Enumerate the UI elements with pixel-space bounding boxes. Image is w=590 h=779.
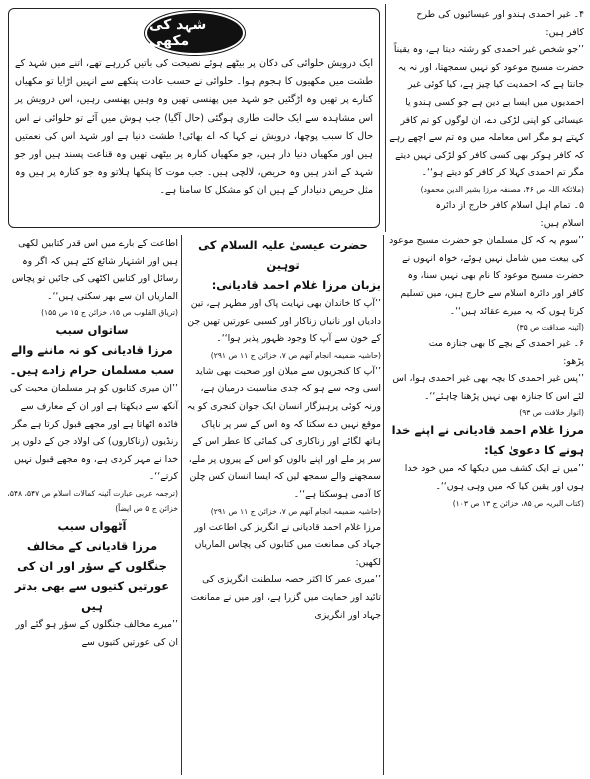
right-col-paragraph: ۴۔ غیر احمدی ہندو اور عیسائیوں کی طرح: [416, 9, 584, 20]
left-col-heading: آٹھواں سبب: [57, 518, 127, 533]
mid-col-reference: (حاشیہ ضمیمہ انجام آتھم ص ۷، خزائن ج ۱۱ ص ۲۹۱): [210, 506, 381, 516]
mid-col-paragraph: مرزا غلام احمد قادیانی نے انگریز کی اطاعت اور جہاد کی ممانعت میں کتابوں کی پچاس الماریاں لکھیں:: [194, 521, 381, 568]
right-col-paragraph: پڑھو:: [563, 355, 584, 367]
story-title-seal: شہد کی مکھی: [147, 13, 243, 53]
middle-column: [185, 235, 381, 624]
left-col-heading: مرزا قادیانی کے مخالف جنگلوں کے سؤر اور ان کی عورتیں کتیوں سے بھی بدتر ہیں: [14, 538, 170, 613]
left-col-reference: (ترجمہ عربی عبارت آئینہ کمالات اسلام ص ۵۴۷، ۵۴۸، خزائن ج ۵ ص ایضاً): [7, 488, 178, 513]
right-col-paragraph: ۵۔ تمام اہل اسلام کافر خارج از دائرہ: [435, 199, 584, 211]
story-body: ایک درویش حلوائی کی دکان پر بیٹھے ہوئے نصیحت کی باتیں کررہے تھے، اتنے میں شہد کے طشت میں مکھیوں کا ہجوم ہوا۔ حلوائی نے حسب عادت پنکھے سے انہیں اڑایا تو مکھیاں کنارے پر تھیں وہ اڑگئیں جو شہد میں پھنسی تھیں وہ وہیں پھنسی رہیں، اس درویش پر اس مشاہدہ سے ایک حالت طاری ہوگئی (حال آگیا) جب ہوش میں آئے تو حلوائی نے اس حال کا سبب پوچھا، درویش نے کہا کہ اے بھائی! طشت دنیا ہے اور شہد اس کی نعمتیں ہیں اور مکھیاں دنیا دار ہیں، جو مکھیاں کنارہ پر بیٹھی تھیں وہ قناعت پسند ہیں اور جو شہد کے اندر ہیں وہ حریص، لالچی ہیں۔ جب موت کا پنکھا ہلاتو وہ جو کنارہ پر ہیں وہ مثل حریص دنیادار کے ہیں ان کو مشکل کا سامنا ہے۔: [15, 58, 373, 197]
mid-col-paragraph: ’’میری عمر کا اکثر حصہ سلطنت انگریزی کی تائید اور حمایت میں گزرا ہے، اور میں نے ممانعت جہاد اور انگریزی: [190, 574, 381, 621]
mid-col-heading: بزبان مرزا غلام احمد قادیانی:: [211, 278, 381, 292]
right-col-paragraph: ’’جو شخص غیر احمدی کو رشتہ دیتا ہے، وہ یقیناً حضرت مسیح موعود کو نہیں سمجھتا، اور نہ یہ جانتا ہے کہ احمدیت کیا چیز ہے، کیا کوئی غیر احمدیوں میں ایسا بے دین ہے جو کسی ہندو یا عیسائی کو اپنی لڑکی دے، ان لوگوں کو تم کافر کہتے ہو مگر اس معاملہ میں وہ تم سے اچھے رہے کہ کافر ہوکر بھی کسی کافر کو لڑکی نہیں دیتے مگر تم احمدی کہلا کر کافر کو دیتے ہو‘‘۔: [389, 44, 584, 179]
left-col-paragraph: ’’ان میری کتابوں کو ہر مسلمان محبت کی آنکھ سے دیکھتا ہے اور ان کے معارف سے فائدہ اٹھاتا ہے اور مجھے قبول کرتا ہے مگر رنڈیوں (زناکاروں) کی اولاد جن کے دلوں پر خدا نے مہر کردی ہے، وہ مجھے قبول نہیں کرتے‘‘۔: [9, 383, 178, 483]
right-col-reference: (کتاب البریہ ص ۸۵، خزائن ج ۱۳ ص ۱۰۳): [452, 498, 584, 508]
right-col-paragraph: کافر ہیں:: [545, 26, 584, 38]
mid-col-paragraph: ’’آپ کا خاندان بھی نہایت پاک اور مطہر ہے، تین دادیاں اور نانیاں زناکار اور کسبی عورتیں تھیں جن کے خون سے آپ کا وجود ظہور پذیر ہوا‘‘۔: [187, 298, 381, 345]
right-col-reference: (انوار خلافت ص ۹۳): [519, 408, 584, 418]
top-column-divider: [385, 4, 386, 232]
right-col-reference: (آئینہ صداقت ص ۳۵): [516, 323, 584, 333]
mid-col-reference: (حاشیہ ضمیمہ انجام آتھم ص ۷، خزائن ج ۱۱ ص ۲۹۱): [210, 350, 381, 360]
left-column: [6, 235, 178, 651]
right-column: [388, 6, 584, 511]
left-col-heading: ساتواں سبب: [55, 323, 129, 338]
mid-col-heading: حضرت عیسیٰ علیہ السلام کی توہین: [198, 238, 368, 272]
left-col-heading: مرزا قادیانی کو نہ ماننے والے سب مسلمان حرام زادے ہیں۔: [9, 343, 175, 378]
right-col-paragraph: ’’سوم یہ کہ کل مسلمان جو حضرت مسیح موعود کی بیعت میں شامل نہیں ہوئے، خواہ انہوں نے حضرت مسیح موعود کا نام بھی نہیں سنا، وہ کافر اور دائرہ اسلام سے خارج ہیں، میں تسلیم کرتا ہوں کہ یہ میرے عقائد ہیں‘‘۔: [389, 235, 584, 317]
right-col-paragraph: ۶۔ غیر احمدی کے بچے کا بھی جنازہ مت: [428, 338, 584, 350]
right-col-paragraph: ’’میں نے ایک کشف میں دیکھا کہ میں خود خدا ہوں اور یقین کیا کہ میں وہی ہوں‘‘۔: [404, 463, 584, 493]
column-divider-right: [383, 235, 384, 775]
column-divider-left: [181, 235, 182, 775]
mid-col-paragraph: ’’آپ کا کنجریوں سے میلان اور صحبت بھی شاید اسی وجہ سے ہو کہ جدی مناسبت درمیان ہے، ورنہ کوئی پرہیزگار انسان ایک جوان کنجری کو یہ موقع نہیں دے سکتا کہ وہ اس کے سر پر ناپاک ہاتھ لگائے اور زناکاری کی کمائی کا عطر اس کے سر پر ملے اور اپنے بالوں کو اس کے پیروں پر ملے، سمجھنے والے سمجھ لیں کہ ایسا انسان کس چلن کا آدمی ہوسکتا ہے‘‘۔: [186, 365, 381, 500]
right-col-reference: (ملائکۃ اللہ ص ۴۶، مصنفہ مرزا بشیر الدین محمود): [420, 184, 584, 194]
right-col-paragraph: اسلام ہیں:: [540, 217, 584, 229]
left-col-reference: (تریاق القلوب ص ۱۵، خزائن ج ۱۵ ص ۱۵۵): [41, 308, 178, 318]
right-col-paragraph: ’’پس غیر احمدی کا بچہ بھی غیر احمدی ہوا، اس لئے اس کا جنازہ بھی نہیں پڑھنا چاہئے‘‘۔: [392, 373, 584, 402]
story-box: [8, 8, 380, 228]
right-col-heading: مرزا غلام احمد قادیانی نے اپنے خدا ہونے کا دعویٰ کیا:: [391, 423, 584, 458]
left-col-paragraph: ’’میرے مخالف جنگلوں کے سؤر ہو گئے اور ان کی عورتیں کتیوں سے: [15, 618, 178, 648]
left-col-paragraph: اطاعت کے بارے میں اس قدر کتابیں لکھی ہیں اور اشتہار شائع کئے ہیں کہ اگر وہ رسائل اور کتابیں اکٹھی کی جائیں تو پچاس الماریاں ان سے بھر سکتی ہیں‘‘۔: [11, 238, 178, 302]
